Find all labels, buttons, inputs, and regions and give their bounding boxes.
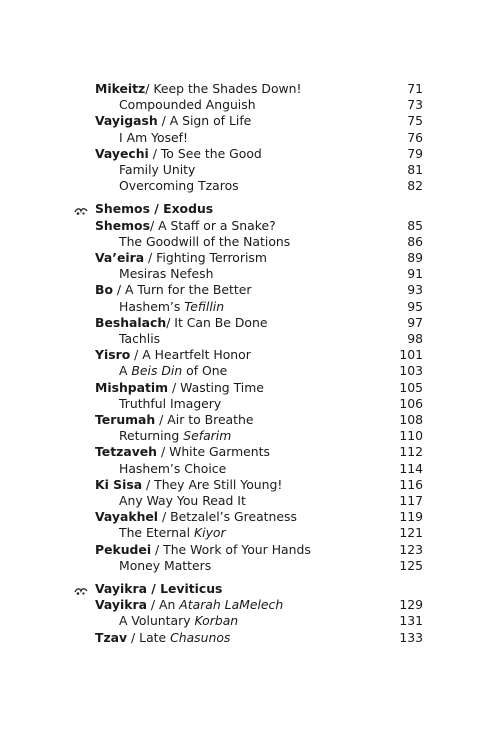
toc-entry[interactable] — [95, 597, 423, 613]
entry-title — [95, 477, 282, 493]
page-number: 103 — [399, 363, 423, 379]
entry-title — [95, 380, 264, 396]
entry-title — [95, 146, 262, 162]
entry-text: / Betzalel’s Greatness — [158, 509, 297, 525]
entry-text: / The Work of Your Hands — [151, 541, 311, 557]
entry-title — [119, 234, 290, 250]
toc-subentry[interactable] — [119, 396, 423, 412]
page-number: 117 — [399, 493, 423, 508]
page-number: 93 — [407, 282, 423, 298]
entry-text: / It Can Be Done — [166, 314, 268, 330]
page-number: 73 — [407, 97, 423, 113]
parsha-name: Tetzaveh — [95, 444, 158, 460]
entry-text: Hashem’s — [119, 298, 185, 314]
toc-subentry[interactable] — [119, 493, 423, 509]
page-number: 91 — [407, 266, 423, 282]
entry-text: Sefarim — [183, 428, 232, 444]
parsha-name: Pekudei — [95, 541, 152, 557]
toc-entry[interactable] — [95, 315, 423, 331]
entry-text: Compounded Anguish — [119, 97, 256, 113]
entry-text: Truthful Imagery — [119, 395, 222, 411]
toc-subentry[interactable] — [119, 525, 423, 541]
entry-text: Returning — [119, 428, 184, 444]
page-number: 119 — [399, 509, 423, 525]
toc-entry[interactable] — [95, 81, 423, 97]
toc-entry[interactable] — [95, 282, 423, 298]
toc-entry[interactable] — [95, 542, 423, 558]
entry-text: / A Heartfelt Honor — [130, 347, 251, 363]
entry-title — [95, 81, 302, 97]
entry-title — [119, 363, 227, 379]
parsha-name: Vayakhel — [95, 509, 159, 525]
entry-text: / Fighting Terrorism — [144, 250, 267, 265]
entry-title — [95, 412, 254, 428]
entry-text: The Eternal — [119, 525, 194, 541]
entry-title — [119, 461, 226, 477]
toc-entry[interactable] — [95, 630, 423, 646]
entry-title — [119, 396, 221, 412]
page-number: 75 — [407, 113, 423, 129]
page-number: 131 — [399, 613, 423, 629]
toc-subentry[interactable] — [119, 363, 423, 379]
entry-title — [95, 250, 267, 266]
entry-text: Hashem’s Choice — [119, 460, 227, 476]
entry-text: Money Matters — [119, 557, 212, 573]
toc-subentry[interactable] — [119, 130, 423, 146]
entry-text: A Voluntary — [119, 613, 195, 629]
entry-text: / A Turn for the Better — [112, 282, 252, 298]
entry-title — [95, 315, 267, 331]
entry-title — [119, 162, 195, 178]
entry-title — [119, 428, 231, 444]
entry-title — [119, 130, 188, 146]
toc-entry[interactable] — [95, 250, 423, 266]
toc-entry[interactable] — [95, 477, 423, 493]
entry-text: Beis Din — [131, 363, 183, 379]
entry-title — [119, 97, 256, 113]
toc-subentry[interactable] — [119, 331, 423, 347]
entry-title — [95, 444, 270, 460]
toc-subentry[interactable] — [119, 461, 423, 477]
page-number: 106 — [399, 395, 423, 411]
entry-title — [95, 509, 297, 525]
toc-subentry[interactable] — [119, 299, 423, 315]
toc-entry[interactable] — [95, 347, 423, 363]
page-number: 76 — [407, 129, 423, 145]
page-number: 112 — [399, 444, 423, 460]
toc-subentry[interactable] — [119, 613, 423, 629]
toc-entry[interactable] — [95, 380, 423, 396]
section-header — [95, 581, 423, 597]
page-number: 95 — [407, 298, 423, 314]
toc-subentry[interactable] — [119, 97, 423, 113]
entry-title — [95, 218, 276, 234]
entry-title — [119, 266, 213, 282]
parsha-name: Bo — [95, 282, 113, 298]
parsha-name: Shemos — [95, 217, 150, 233]
toc-entry[interactable] — [95, 218, 423, 234]
page-number: 89 — [407, 250, 423, 265]
toc-entry[interactable] — [95, 444, 423, 460]
entry-text: Overcoming Tzaros — [119, 178, 239, 194]
entry-title — [95, 542, 311, 558]
toc-entry[interactable] — [95, 146, 423, 162]
entry-text: / A Sign of Life — [157, 113, 252, 129]
entry-title — [119, 178, 239, 194]
page-number: 125 — [399, 557, 423, 573]
page-number: 116 — [399, 476, 423, 492]
parsha-name: Mikeitz — [95, 81, 146, 96]
toc-subentry[interactable] — [119, 428, 423, 444]
entry-title — [95, 113, 251, 129]
toc-subentry[interactable] — [119, 234, 423, 250]
page-number: 81 — [407, 162, 423, 177]
entry-text: / They Are Still Young! — [142, 476, 283, 492]
toc-entry[interactable] — [95, 509, 423, 525]
toc-subentry[interactable] — [119, 162, 423, 178]
entry-title — [95, 282, 251, 298]
entry-text: / An — [146, 597, 180, 613]
page-number: 105 — [399, 379, 423, 395]
entry-text: of One — [182, 363, 228, 379]
entry-title — [119, 525, 226, 541]
entry-title — [95, 630, 230, 646]
page-number: 98 — [407, 331, 423, 346]
page-number: 79 — [407, 145, 423, 161]
entry-text: Atarah LaMelech — [179, 597, 284, 613]
entry-text: I Am Yosef! — [119, 129, 188, 145]
page-number: 114 — [399, 460, 423, 476]
page-number: 129 — [399, 597, 423, 613]
entry-text: Any Way You Read It — [119, 493, 246, 508]
toc-entry[interactable] — [95, 113, 423, 129]
entry-text: / Late — [127, 629, 171, 645]
entry-text: Chasunos — [170, 629, 231, 645]
page-number: 108 — [399, 412, 423, 427]
entry-title — [119, 558, 211, 574]
parsha-name: Vayikra — [95, 597, 147, 613]
parsha-name: Vayigash — [95, 113, 158, 129]
toc-subentry[interactable] — [119, 266, 423, 282]
entry-text: Family Unity — [119, 162, 196, 177]
parsha-name: Va’eira — [95, 250, 145, 265]
page-number: 85 — [407, 217, 423, 233]
parsha-name: Tzav — [95, 629, 128, 645]
entry-title — [95, 347, 251, 363]
toc-entry[interactable] — [95, 412, 423, 428]
parsha-name: Yisro — [95, 347, 131, 363]
entry-text: / White Garments — [157, 444, 270, 460]
page-number: 71 — [407, 81, 423, 96]
page-number: 110 — [399, 428, 423, 444]
page-number: 133 — [399, 629, 423, 645]
decorative-flourish-icon — [74, 204, 88, 214]
entry-text: Mesiras Nefesh — [119, 266, 214, 282]
entry-title — [95, 597, 283, 613]
entry-title — [119, 493, 246, 509]
entry-text: Tefillin — [184, 298, 225, 314]
page-number: 121 — [399, 525, 423, 541]
section-title: Vayikra / Leviticus — [95, 581, 223, 596]
page-number: 101 — [399, 347, 423, 363]
entry-text: / Air to Breathe — [155, 412, 254, 427]
toc-subentry[interactable] — [119, 558, 423, 574]
parsha-name: Mishpatim — [95, 379, 169, 395]
decorative-flourish-icon — [74, 584, 88, 594]
entry-text: Kiyor — [194, 525, 226, 541]
entry-text: Tachlis — [119, 331, 161, 346]
section-header — [95, 201, 423, 217]
entry-text: The Goodwill of the Nations — [119, 233, 291, 249]
parsha-name: Terumah — [95, 412, 156, 427]
entry-text: / To See the Good — [148, 145, 262, 161]
entry-text: / Keep the Shades Down! — [145, 81, 302, 96]
entry-title — [119, 331, 160, 347]
parsha-name: Ki Sisa — [95, 476, 143, 492]
entry-text: A — [119, 363, 132, 379]
entry-title — [119, 613, 238, 629]
entry-text: Korban — [194, 613, 239, 629]
page-number: 82 — [407, 178, 423, 194]
entry-text: / Wasting Time — [168, 379, 264, 395]
section-title: Shemos / Exodus — [95, 201, 214, 217]
parsha-name: Vayechi — [95, 145, 149, 161]
page-number: 86 — [407, 233, 423, 249]
parsha-name: Beshalach — [95, 314, 167, 330]
toc-subentry[interactable] — [119, 178, 423, 194]
entry-title — [119, 299, 224, 315]
page-number: 97 — [407, 314, 423, 330]
entry-text: / A Staff or a Snake? — [149, 217, 276, 233]
page-number: 123 — [399, 541, 423, 557]
